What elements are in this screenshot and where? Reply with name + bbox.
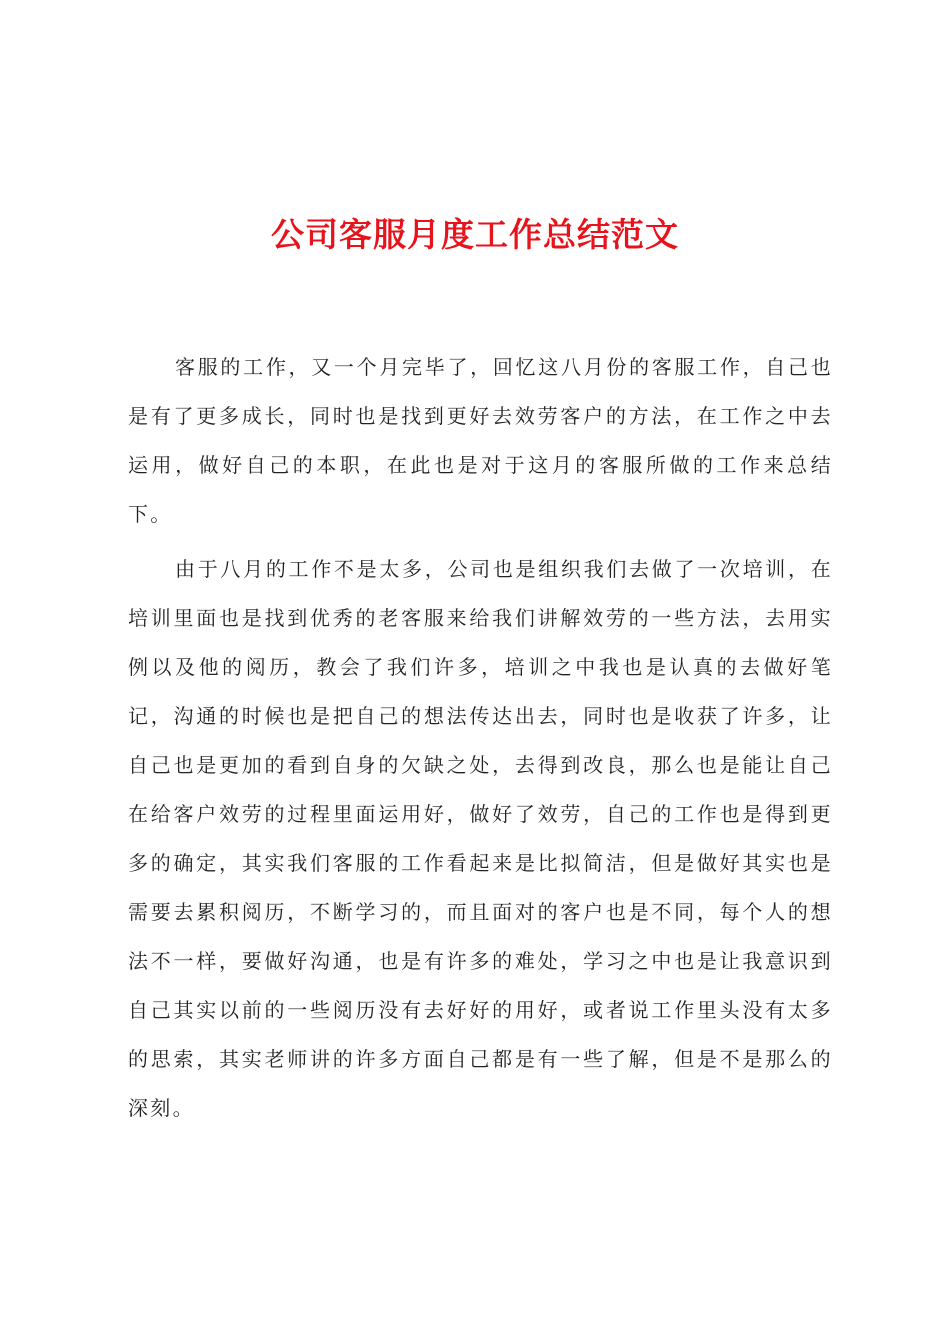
body-paragraph-1: 客服的工作，又一个月完毕了，回忆这八月份的客服工作，自己也是有了更多成长，同时也是找到更好去效劳客户的方法，在工作之中去运用，做好自己的本职，在此也是对于这月的客服所做的工作来总结下。 <box>128 355 833 526</box>
document-body <box>128 343 833 1139</box>
body-paragraph-2: 由于八月的工作不是太多，公司也是组织我们去做了一次培训，在培训里面也是找到优秀的老客服来给我们讲解效劳的一些方法，去用实例以及他的阅历，教会了我们许多，培训之中我也是认真的去做好笔记，沟通的时候也是把自己的想法传达出去，同时也是收获了许多，让自己也是更加的看到自身的欠缺之处，去得到改良，那么也是能让自己在给客户效劳的过程里面运用好，做好了效劳，自己的工作也是得到更多的确定，其实我们客服的工作看起来是比拟简洁，但是做好其实也是需要去累积阅历，不断学习的，而且面对的客户也是不同，每个人的想法不一样，要做好沟通，也是有许多的难处，学习之中也是让我意识到自己其实以前的一些阅历没有去好好的用好，或者说工作里头没有太多的思索，其实老师讲的许多方面自己都是有一些了解，但是不是那么的深刻。 <box>128 557 833 1120</box>
document-title: 公司客服月度工作总结范文 <box>271 215 679 254</box>
